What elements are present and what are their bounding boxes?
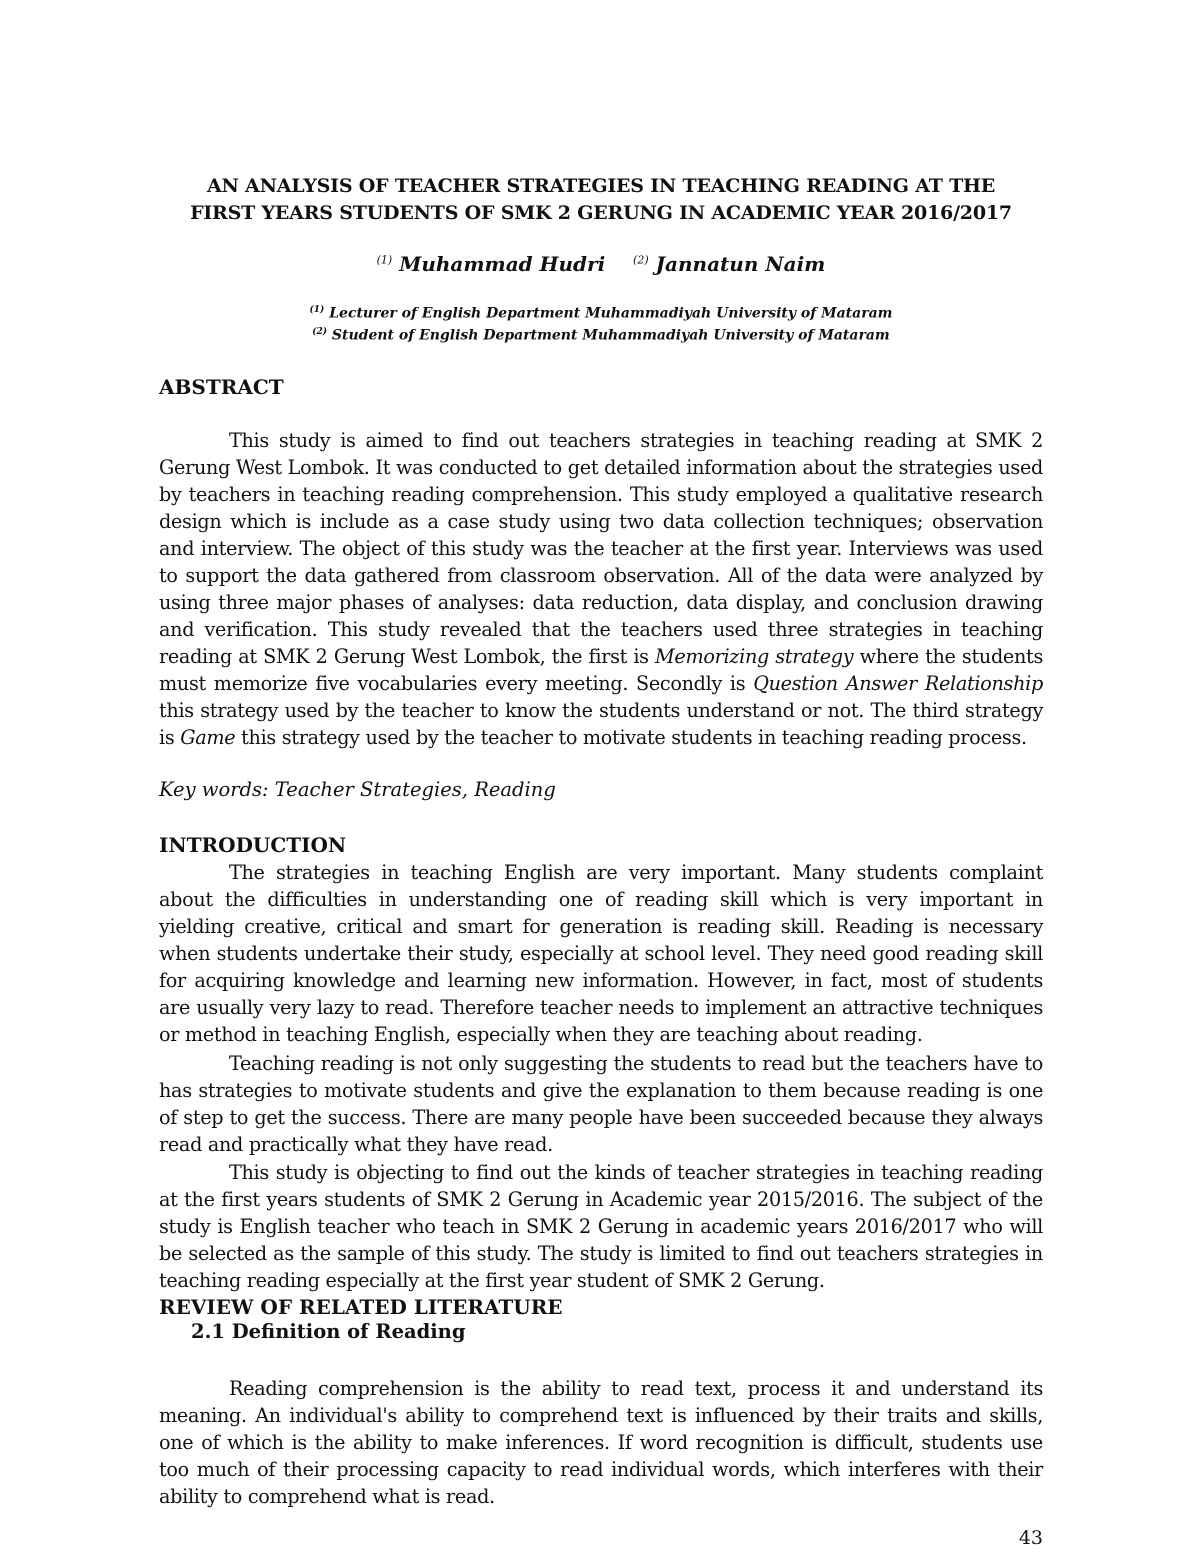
affiliation-2-marker: (2) (312, 327, 328, 337)
affiliation-1 (159, 305, 1043, 322)
affiliation-2 (159, 327, 1043, 344)
affiliation-1-marker: (1) (309, 305, 325, 315)
author-2-marker: (2) (633, 253, 649, 267)
introduction-paragraph-3: This study is objecting to find out the kinds of teacher strategies in teaching reading at the first years students of SMK 2 Gerung in Academic year 2015/2016. The subject of the study is English teacher who teach in SMK 2 Gerung in academic years 2016/2017 who will be selected as the sample of this study. The study is limited to find out teachers strategies in teaching reading especially at the first year student of SMK 2 Gerung. (159, 1161, 1043, 1292)
abstract-emphasis-qar: Question Answer Relationship (753, 672, 1043, 695)
introduction-heading: INTRODUCTION (159, 833, 347, 857)
title-line-1: AN ANALYSIS OF TEACHER STRATEGIES IN TEACHING READING AT THE (206, 175, 996, 197)
author-1-name: Muhammad Hudri (399, 252, 606, 276)
keywords: Key words: Teacher Strategies, Reading (159, 778, 556, 801)
introduction-paragraph-2: Teaching reading is not only suggesting the students to read but the teachers have to has strategies to motivate students and give the explanation to them because reading is one of step to get the success. There are many people have been succeeded because they always read and practically what they have read. (159, 1052, 1043, 1156)
paper-title (159, 173, 1043, 227)
abstract-text-2: where the students must memorize five vocabularies every meeting. Secondly is (159, 645, 1043, 695)
affiliation-1-text: Lecturer of English Department Muhammadiyah University of Mataram (329, 305, 893, 322)
review-heading: REVIEW OF RELATED LITERATURE (159, 1295, 563, 1319)
section-2-1-heading: 2.1 Definition of Reading (191, 1320, 466, 1343)
abstract-text-1: This study is aimed to find out teachers strategies in teaching reading at SMK 2 Gerung West Lombok. It was conducted to get detailed information about the strategies used by teachers in teaching reading comprehension. This study employed a qualitative research design which is include as a case study using two data collection techniques; observation and interview. The object of this study was the teacher at the first year. Interviews was used to support the data gathered from classroom observation. All of the data were analyzed by using three major phases of analyses: data reduction, data display, and conclusion drawing and verification. This study revealed that the teachers used three strategies in teaching reading at SMK 2 Gerung West Lombok, the first is (159, 429, 1043, 668)
abstract-heading: ABSTRACT (159, 375, 284, 399)
abstract-text-4: this strategy used by the teacher to motivate students in teaching reading process. (235, 726, 1027, 749)
abstract-paragraph (159, 427, 1043, 751)
abstract-text-3: this strategy used by the teacher to know the students understand or not. The third strategy is (159, 699, 1043, 749)
abstract-emphasis-game: Game (180, 726, 236, 749)
affiliation-2-text: Student of English Department Muhammadiyah University of Mataram (331, 327, 890, 344)
author-2-name: Jannatun Naim (655, 252, 826, 276)
review-paragraph-1: Reading comprehension is the ability to read text, process it and understand its meaning. An individual's ability to comprehend text is influenced by their traits and skills, one of which is the ability to make inferences. If word recognition is difficult, students use too much of their processing capacity to read individual words, which interferes with their ability to comprehend what is read. (159, 1377, 1043, 1508)
author-1-marker: (1) (376, 253, 393, 267)
introduction-paragraph-1: The strategies in teaching English are very important. Many students complaint about the difficulties in understanding one of reading skill which is very important in yielding creative, critical and smart for generation is reading skill. Reading is necessary when students undertake their study, especially at school level. They need good reading skill for acquiring knowledge and learning new information. However, in fact, most of students are usually very lazy to read. Therefore teacher needs to implement an attractive techniques or method in teaching English, especially when they are teaching about reading. (159, 861, 1043, 1046)
abstract-emphasis-memorizing: Memorizing strategy (655, 645, 854, 668)
page-number: 43 (1018, 1527, 1043, 1549)
title-line-2: FIRST YEARS STUDENTS OF SMK 2 GERUNG IN ACADEMIC YEAR 2016/2017 (190, 202, 1012, 224)
author-line (159, 252, 1043, 276)
